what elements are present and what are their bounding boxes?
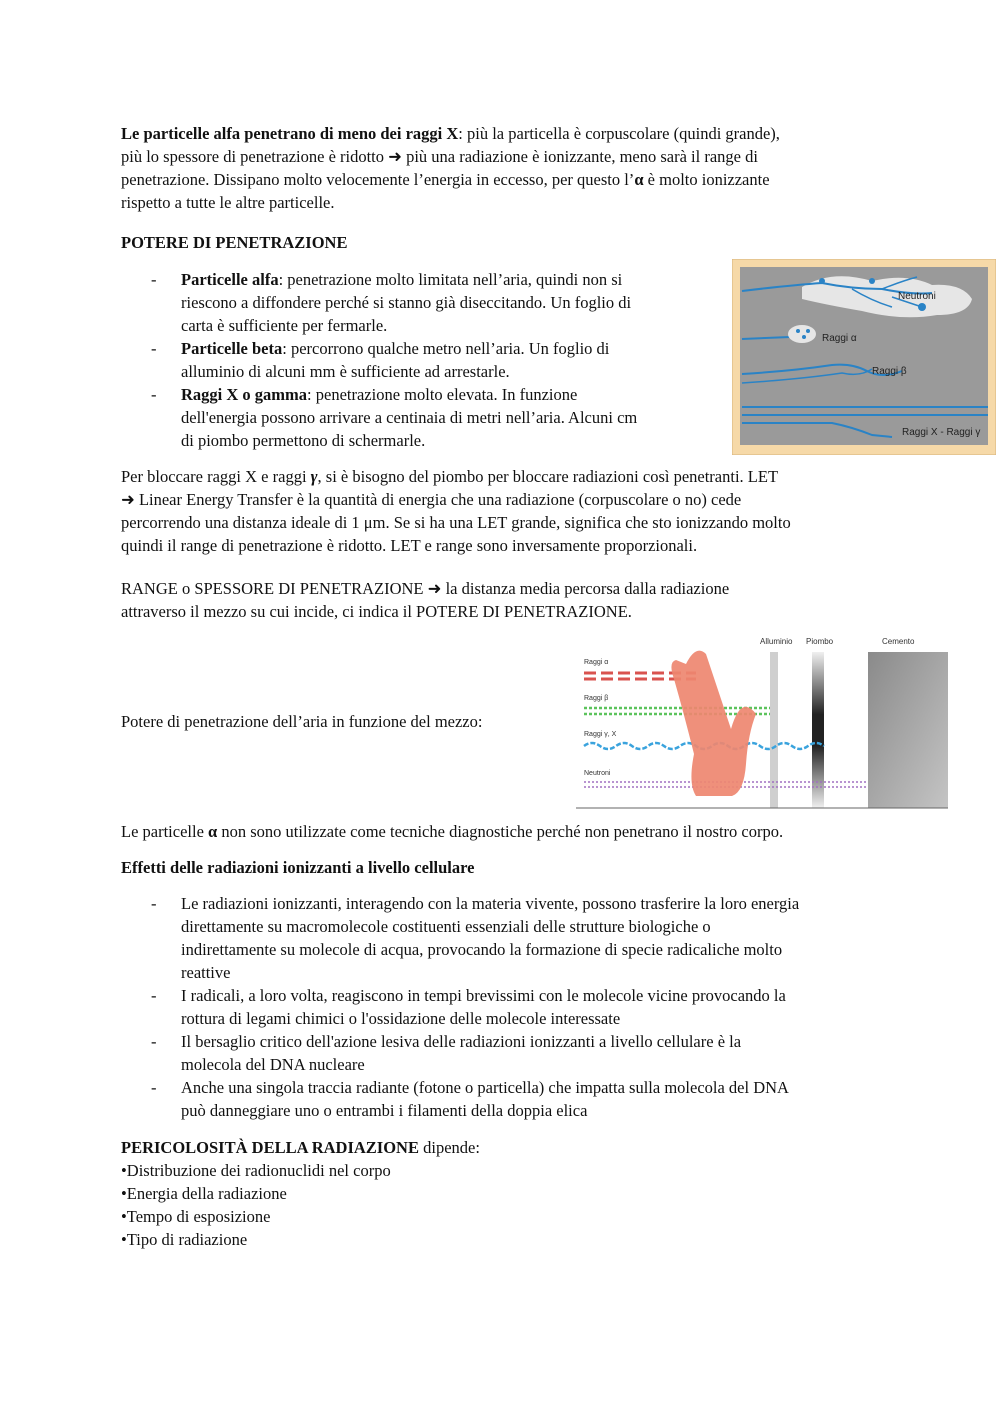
item-line: carta è sufficiente per fermarle. [181,316,388,335]
label-beta: Raggi β [872,366,907,377]
alfa-note-a: Le particelle [121,822,209,841]
item-line: dell'energia possono arrivare a centinaia di metri nell’aria. Alcuni cm [181,408,638,427]
let-line4: quindi il range di penetrazione è ridotto. LET e range sono inversamente proporzionali. [121,536,698,555]
intro-bold-lead: Le particelle alfa penetrano di meno dei raggi X [121,124,459,143]
let-line1a: Per bloccare raggi X e raggi [121,467,311,486]
pericolosita-section [121,1136,480,1251]
list-item [121,268,721,337]
intro-paragraph [121,122,780,214]
item-line: direttamente su macromolecole costituenti essenziali delle strutture biologiche o [181,917,711,936]
intro-line3b: è molto ionizzante [643,170,770,189]
label-alpha: Raggi α [822,333,857,344]
item-line: alluminio di alcuni mm è sufficiente ad arrestarle. [181,362,510,381]
item-line: : penetrazione molto elevata. In funzione [307,385,578,404]
item-line: : percorrono qualche metro nell’aria. Un foglio di [282,339,610,358]
effetti-list [121,892,901,1122]
list-item [121,984,901,1030]
item-line: può danneggiare uno o entrambi i filamenti della doppia elica [181,1101,588,1120]
potere-heading: POTERE DI PENETRAZIONE [121,233,348,252]
list-item: •Distribuzione dei radionuclidi nel corpo [121,1161,391,1180]
list-item: •Tipo di radiazione [121,1230,248,1249]
label-cemento: Cemento [882,637,915,646]
label-gamma-ray: Raggi γ, X [584,731,617,738]
let-line2: ➜ Linear Energy Transfer è la quantità di energia che una radiazione (corpuscolare o no) cede [121,490,742,509]
label-alluminio: Alluminio [760,637,793,646]
list-item [121,1076,901,1122]
term-alfa: Particelle alfa [181,270,279,289]
item-line: : penetrazione molto limitata nell’aria, quindi non si [278,270,623,289]
alpha-dot [802,335,806,339]
lead-sheet [812,652,824,808]
range-line1: RANGE o SPESSORE DI PENETRAZIONE ➜ la distanza media percorsa dalla radiazione [121,579,730,598]
let-line3: percorrendo una distanza ideale di 1 μm. Se si ha una LET grande, significa che sto ionizzando molto [121,513,791,532]
effetti-heading: Effetti delle radiazioni ionizzanti a livello cellulare [121,858,475,877]
alpha-cloud [788,325,816,343]
intro-line2: più lo spessore di penetrazione è ridotto ➜ più una radiazione è ionizzante, meno sarà il range di [121,147,758,166]
label-neutroni-ray: Neutroni [584,770,611,777]
alfa-note-b: non sono utilizzate come tecniche diagnostiche perché non penetrano il nostro corpo. [217,822,784,841]
pericolosita-heading: PERICOLOSITÀ DELLA RADIAZIONE [121,1138,419,1157]
range-line2: attraverso il mezzo su cui incide, ci indica il POTERE DI PENETRAZIONE. [121,602,632,621]
term-gamma: Raggi X o gamma [181,385,308,404]
neutron-dot [819,278,825,284]
aluminium-sheet [770,652,778,808]
item-line: - Il bersaglio critico dell'azione lesiva delle radiazioni ionizzanti a livello cellulare è la [181,1032,742,1051]
item-line: - Anche una singola traccia radiante (fotone o particella) che impatta sulla molecola del DNA [181,1078,789,1097]
pericolosita-rest: dipende: [418,1138,480,1157]
label-xgamma: Raggi X - Raggi γ [902,427,981,438]
potere-list [121,268,721,452]
intro-line4: rispetto a tutte le altre particelle. [121,193,335,212]
alfa-note [121,820,783,843]
list-item [121,337,721,383]
label-neutroni: Neutroni [898,291,936,302]
list-item: •Tempo di esposizione [121,1207,271,1226]
label-piombo: Piombo [806,637,834,646]
potere-aria-text: Potere di penetrazione dell’aria in funzione del mezzo: [121,712,483,731]
term-beta: Particelle beta [181,339,283,358]
penetration-figure [732,259,996,455]
item-line: reattive [181,963,231,982]
alpha-symbol: α [634,170,644,189]
alpha-dot [806,329,810,333]
label-beta-ray: Raggi β [584,695,609,702]
label-alpha-ray: Raggi α [584,659,609,666]
shielding-figure [556,624,956,812]
item-line: riescono a diffondere perché si stanno già diseccitando. Un foglio di [181,293,632,312]
list-item: •Energia della radiazione [121,1184,287,1203]
neutron-dot [869,278,875,284]
let-paragraph [121,465,791,557]
list-item [121,1030,901,1076]
item-line: di piombo permettono di schermarle. [181,431,426,450]
item-line: rottura di legami chimici o l'ossidazione delle molecole interessate [181,1009,621,1028]
let-line1b: , si è bisogno del piombo per bloccare radiazioni così penetranti. LET [317,467,779,486]
item-line: molecola del DNA nucleare [181,1055,365,1074]
item-line: - Le radiazioni ionizzanti, interagendo con la materia vivente, possono trasferire la loro energia [181,894,800,913]
intro-line3a: penetrazione. Dissipano molto velocemente l’energia in eccesso, per questo l’ [121,170,635,189]
intro-line1: : più la particella è corpuscolare (quindi grande), [458,124,780,143]
item-line: - I radicali, a loro volta, reagiscono in tempi brevissimi con le molecole vicine provocando la [181,986,786,1005]
range-paragraph [121,577,729,623]
neutron-dot [918,303,926,311]
alpha-dot [796,329,800,333]
alpha-symbol: α [208,822,218,841]
item-line: indirettamente su molecole di acqua, provocando la formazione di specie radicaliche molto [181,940,783,959]
list-item [121,383,721,452]
cement-block [868,652,948,808]
list-item [121,892,901,984]
gamma-symbol: γ [310,467,318,486]
